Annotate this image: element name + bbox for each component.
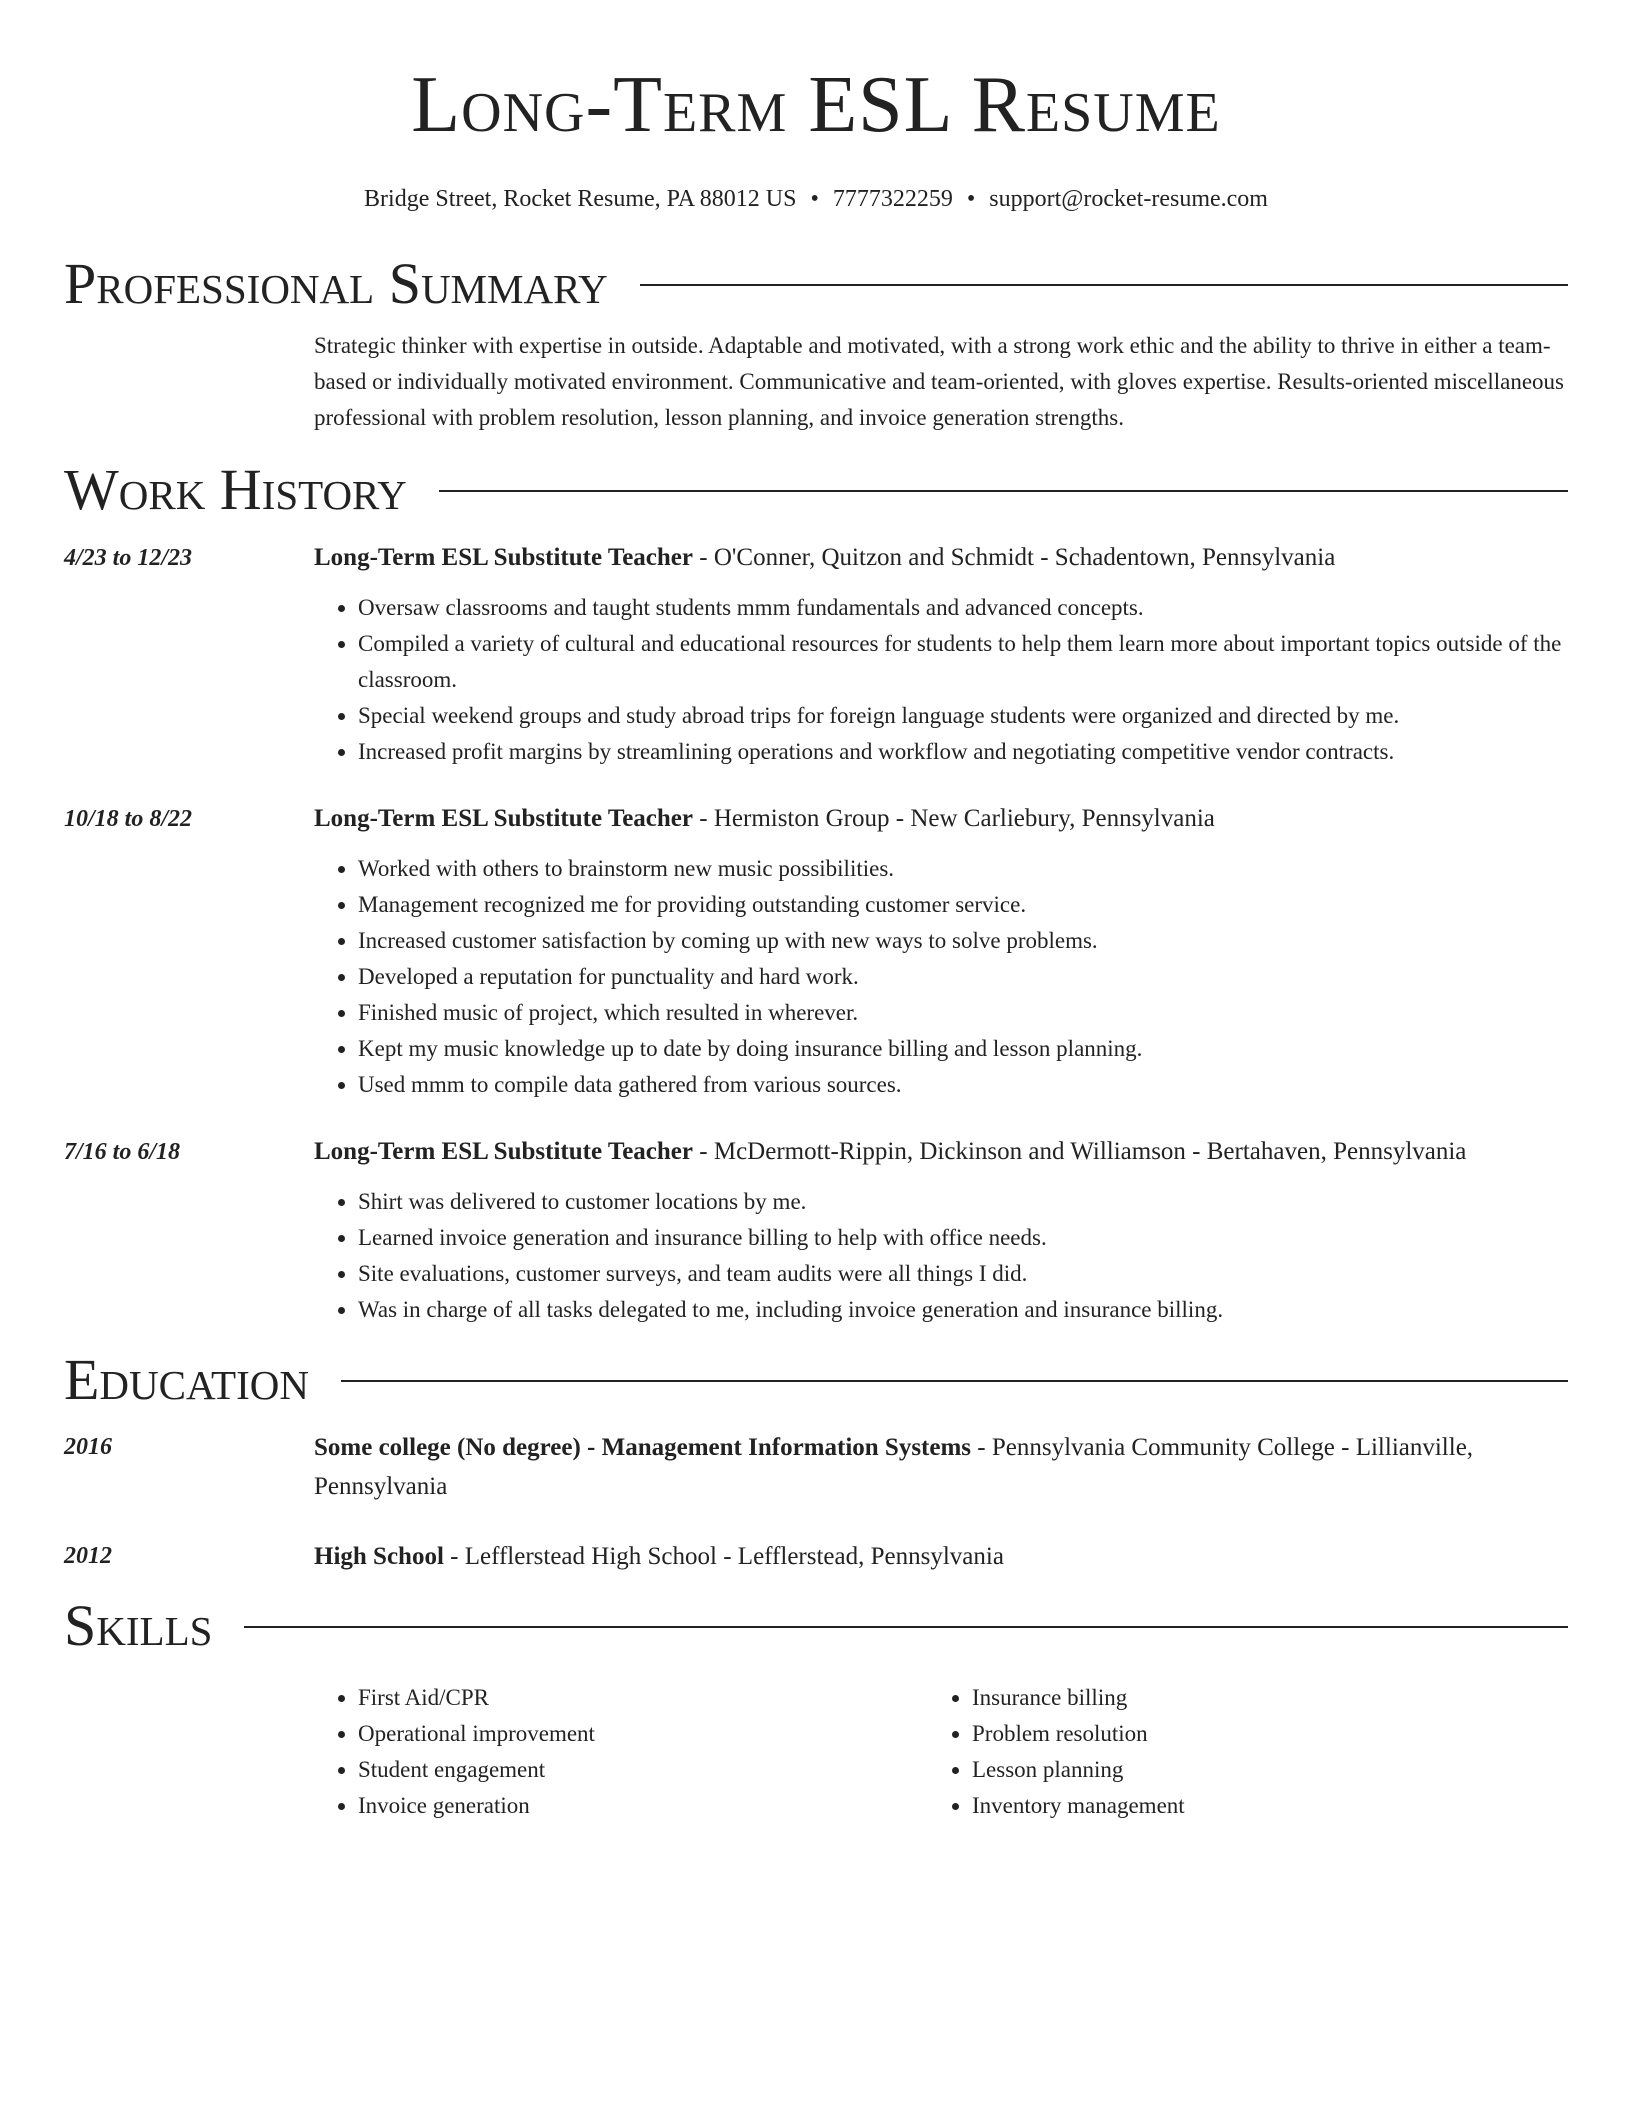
- contact-separator: •: [966, 186, 976, 212]
- job-body: [314, 1134, 1568, 1328]
- page-title: Long-Term ESL Resume: [411, 61, 1221, 149]
- list-item: • Problem resolution: [972, 1716, 1542, 1752]
- job-header: [314, 1134, 1568, 1170]
- skills-heading: Skills: [64, 1593, 213, 1658]
- list-item: • Kept my music knowledge up to date by doing insurance billing and lesson planning.: [358, 1031, 1568, 1067]
- job-title: Long-Term ESL Substitute Teacher: [314, 1138, 694, 1165]
- contact-phone: 7777322259: [832, 186, 953, 212]
- education-text: [314, 1537, 1568, 1576]
- list-item: • Invoice generation: [358, 1788, 928, 1824]
- list-item: • Finished music of project, which resulted in wherever.: [358, 995, 1568, 1031]
- list-item: • First Aid/CPR: [358, 1680, 928, 1716]
- education-school: - Lefflerstead High School - Lefflerstead, Pennsylvania: [443, 1543, 1004, 1570]
- education-entry: [64, 1537, 1568, 1576]
- job-bullets: [314, 590, 1568, 770]
- summary-text: Strategic thinker with expertise in outside. Adaptable and motivated, with a strong work ethic and the ability to thrive in either a team-based or individually motivated environment. Communicative and team-oriented, with gloves expertise. Results-oriented miscellaneous professional with problem resolution, lesson planning, and invoice generation strengths.: [314, 333, 1564, 430]
- skills-list: [314, 1680, 1568, 1824]
- job-employer: - Hermiston Group - New Carliebury, Pennsylvania: [693, 805, 1215, 832]
- list-item: • Learned invoice generation and insurance billing to help with office needs.: [358, 1220, 1568, 1256]
- job-body: [314, 540, 1568, 770]
- list-item: • Shirt was delivered to customer locations by me.: [358, 1184, 1568, 1220]
- work-section-header: [64, 458, 1568, 522]
- job-employer: - McDermott-Rippin, Dickinson and Williamson - Bertahaven, Pennsylvania: [693, 1138, 1467, 1165]
- skills-section-header: [64, 1594, 1568, 1658]
- list-item: • Used mmm to compile data gathered from various sources.: [358, 1067, 1568, 1103]
- education-text: [314, 1428, 1568, 1506]
- summary-heading: Professional Summary: [64, 251, 608, 316]
- education-heading: Education: [64, 1347, 309, 1412]
- contact-separator: •: [810, 186, 819, 212]
- job-title: Long-Term ESL Substitute Teacher: [314, 805, 694, 832]
- job-dates: 4/23 to 12/23: [64, 545, 193, 571]
- section-divider: [244, 1626, 1568, 1628]
- list-item: • Increased customer satisfaction by coming up with new ways to solve problems.: [358, 923, 1568, 959]
- job-title: Long-Term ESL Substitute Teacher: [314, 544, 694, 571]
- education-entry: [64, 1428, 1568, 1506]
- education-section-header: [64, 1348, 1568, 1412]
- summary-section-header: [64, 252, 1568, 316]
- list-item: • Management recognized me for providing outstanding customer service.: [358, 887, 1568, 923]
- skills-column-right: [928, 1680, 1542, 1824]
- list-item: • Compiled a variety of cultural and educational resources for students to help them learn more about important topics outside of the classroom.: [358, 626, 1568, 698]
- job-bullets: [314, 1184, 1568, 1328]
- list-item: • Was in charge of all tasks delegated to me, including invoice generation and insurance billing.: [358, 1292, 1568, 1328]
- list-item: • Special weekend groups and study abroad trips for foreign language students were organized and directed by me.: [358, 698, 1568, 734]
- resume-page: [64, 0, 1568, 1824]
- contact-email: support@rocket-resume.com: [989, 186, 1268, 212]
- education-degree: High School: [314, 1543, 444, 1570]
- contact-line: [64, 184, 1568, 214]
- job-employer: - O'Conner, Quitzon and Schmidt - Schadentown, Pennsylvania: [693, 544, 1336, 571]
- job-entry: [64, 540, 1568, 770]
- work-heading: Work History: [64, 457, 407, 522]
- education-year: 2012: [64, 1543, 112, 1569]
- education-year: 2016: [64, 1434, 112, 1460]
- job-dates: 10/18 to 8/22: [64, 806, 193, 832]
- list-item: • Site evaluations, customer surveys, and team audits were all things I did.: [358, 1256, 1568, 1292]
- job-entry: [64, 801, 1568, 1103]
- job-entry: [64, 1134, 1568, 1328]
- section-divider: [640, 284, 1568, 286]
- section-divider: [341, 1380, 1568, 1382]
- job-header: [314, 801, 1568, 837]
- contact-address: Bridge Street, Rocket Resume, PA 88012 US: [364, 186, 797, 212]
- education-school: - Pennsylvania Community College - Lillianville, Pennsylvania: [314, 1434, 1474, 1500]
- section-divider: [439, 490, 1568, 492]
- list-item: • Operational improvement: [358, 1716, 928, 1752]
- education-degree: Some college (No degree) - Management Information Systems: [314, 1434, 972, 1461]
- job-bullets: [314, 851, 1568, 1103]
- list-item: • Worked with others to brainstorm new music possibilities.: [358, 851, 1568, 887]
- job-body: [314, 801, 1568, 1103]
- list-item: • Oversaw classrooms and taught students mmm fundamentals and advanced concepts.: [358, 590, 1568, 626]
- skills-column-left: [314, 1680, 928, 1824]
- job-header: [314, 540, 1568, 576]
- list-item: • Student engagement: [358, 1752, 928, 1788]
- job-dates: 7/16 to 6/18: [64, 1139, 181, 1165]
- list-item: • Increased profit margins by streamlining operations and workflow and negotiating competitive vendor contracts.: [358, 734, 1568, 770]
- list-item: • Insurance billing: [972, 1680, 1542, 1716]
- list-item: • Lesson planning: [972, 1752, 1542, 1788]
- list-item: • Inventory management: [972, 1788, 1542, 1824]
- list-item: • Developed a reputation for punctuality and hard work.: [358, 959, 1568, 995]
